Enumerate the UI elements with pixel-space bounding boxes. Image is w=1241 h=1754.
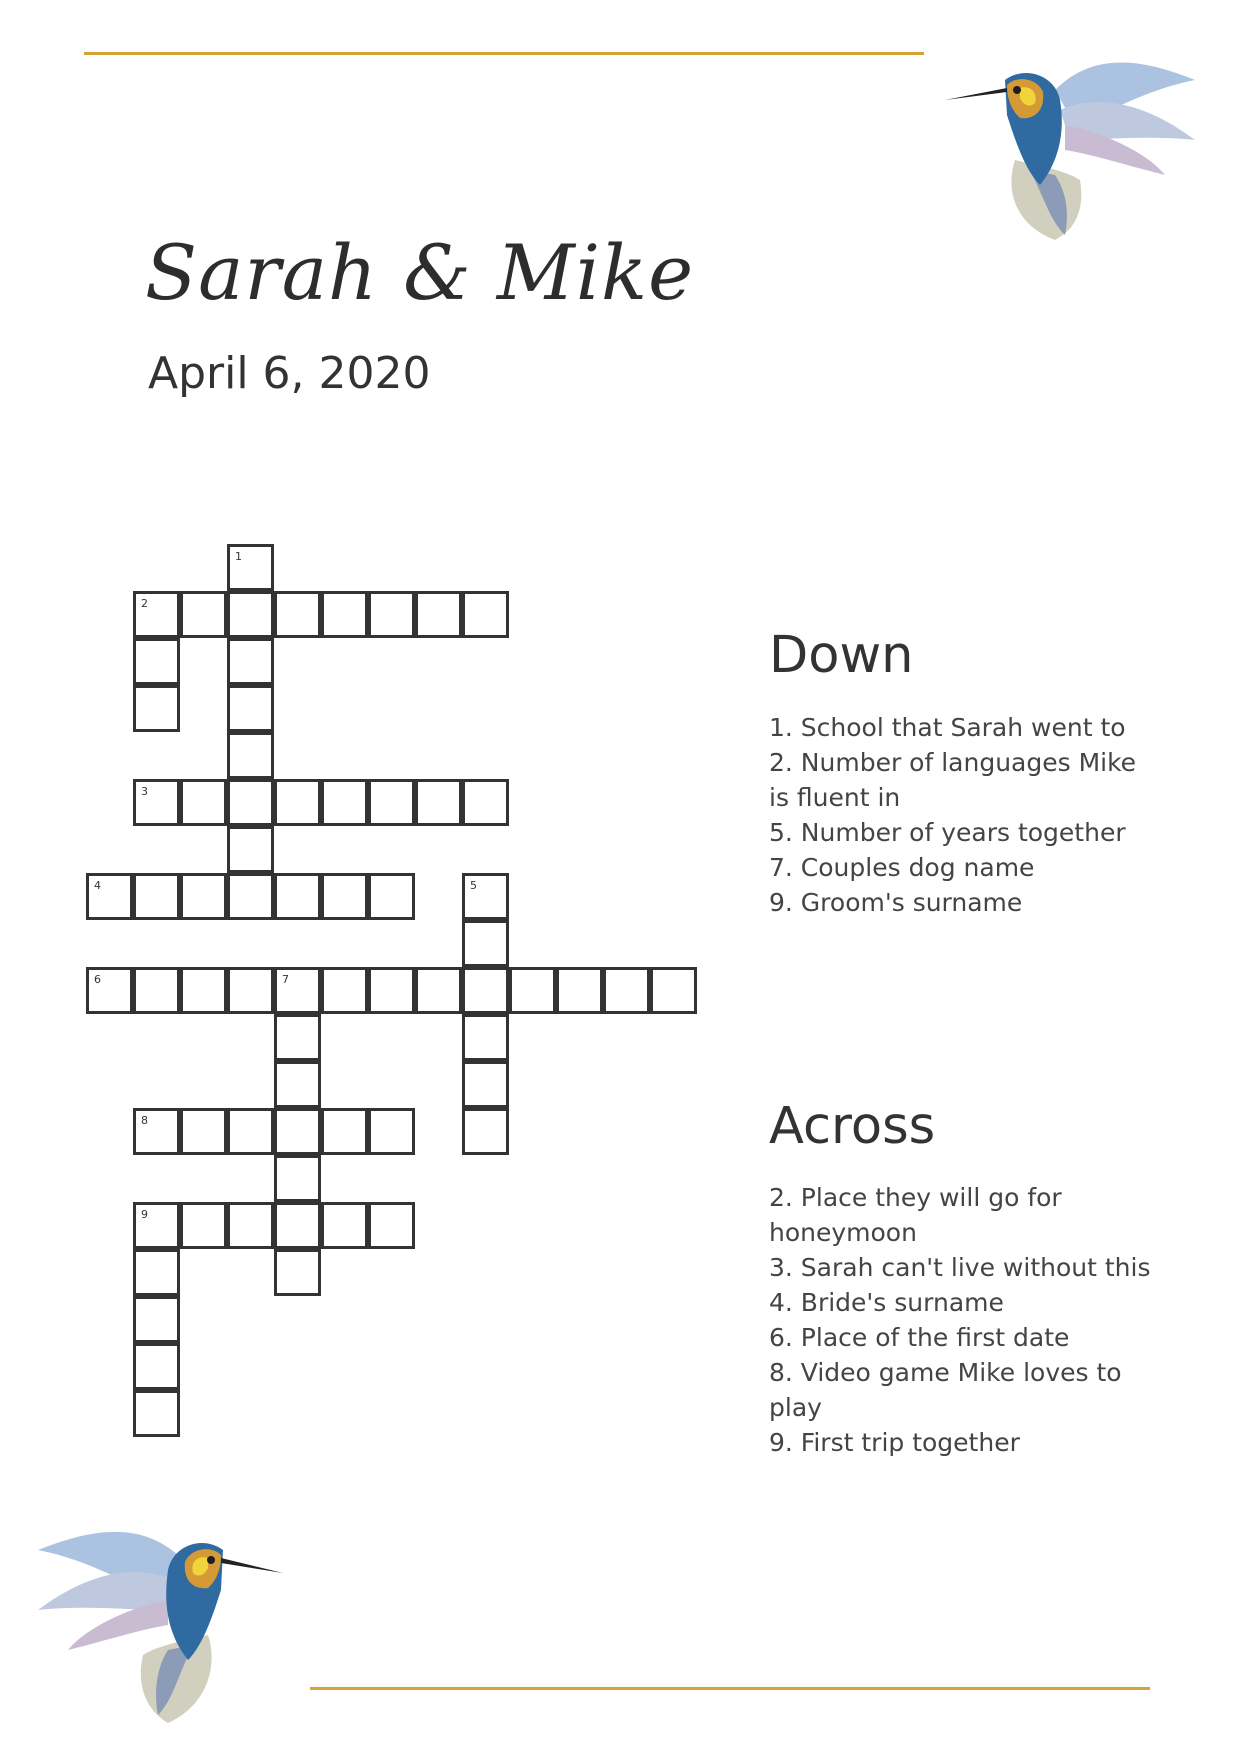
crossword-cell[interactable] <box>274 873 321 920</box>
crossword-cell[interactable] <box>227 544 274 591</box>
down-clue-2: 2. Number of languages Mike is fluent in <box>769 748 1137 812</box>
crossword-cell[interactable] <box>462 779 509 826</box>
crossword-cell[interactable] <box>462 1014 509 1061</box>
down-clues-heading: Down <box>769 626 914 685</box>
crossword-cell[interactable] <box>227 685 274 732</box>
crossword-cell[interactable] <box>462 591 509 638</box>
crossword-cell[interactable] <box>321 873 368 920</box>
crossword-cell[interactable] <box>274 779 321 826</box>
crossword-cell[interactable] <box>133 1108 180 1155</box>
crossword-cell[interactable] <box>227 732 274 779</box>
crossword-cell[interactable] <box>180 967 227 1014</box>
across-clue-2: 2. Place they will go for honeymoon <box>769 1183 1062 1247</box>
clue-number: 6 <box>94 973 101 986</box>
across-clues-list <box>769 1180 1159 1460</box>
wedding-date: April 6, 2020 <box>148 348 431 399</box>
crossword-cell[interactable] <box>86 873 133 920</box>
crossword-cell[interactable] <box>274 1202 321 1249</box>
crossword-cell[interactable] <box>509 967 556 1014</box>
crossword-cell[interactable] <box>133 685 180 732</box>
crossword-cell[interactable] <box>650 967 697 1014</box>
crossword-cell[interactable] <box>133 967 180 1014</box>
crossword-cell[interactable] <box>321 1202 368 1249</box>
crossword-cell[interactable] <box>415 591 462 638</box>
couple-names-title: Sarah & Mike <box>145 228 695 317</box>
crossword-cell[interactable] <box>321 591 368 638</box>
crossword-cell[interactable] <box>415 967 462 1014</box>
crossword-cell[interactable] <box>368 591 415 638</box>
crossword-cell[interactable] <box>180 591 227 638</box>
down-clue-9: 9. Groom's surname <box>769 888 1023 917</box>
crossword-cell[interactable] <box>227 1202 274 1249</box>
across-clue-9: 9. First trip together <box>769 1428 1020 1457</box>
crossword-cell[interactable] <box>227 826 274 873</box>
crossword-cell[interactable] <box>274 967 321 1014</box>
clue-number: 3 <box>141 785 148 798</box>
crossword-cell[interactable] <box>133 1390 180 1437</box>
bottom-divider-line <box>310 1687 1150 1690</box>
crossword-cell[interactable] <box>133 1296 180 1343</box>
crossword-cell[interactable] <box>462 873 509 920</box>
crossword-cell[interactable] <box>180 1202 227 1249</box>
crossword-cell[interactable] <box>368 1108 415 1155</box>
crossword-cell[interactable] <box>133 1202 180 1249</box>
across-clue-4: 4. Bride's surname <box>769 1288 1004 1317</box>
crossword-cell[interactable] <box>227 638 274 685</box>
crossword-cell[interactable] <box>274 1014 321 1061</box>
crossword-cell[interactable] <box>368 967 415 1014</box>
crossword-cell[interactable] <box>368 873 415 920</box>
crossword-cell[interactable] <box>603 967 650 1014</box>
down-clue-7: 7. Couples dog name <box>769 853 1035 882</box>
clue-number: 8 <box>141 1114 148 1127</box>
clue-number: 5 <box>470 879 477 892</box>
across-clue-6: 6. Place of the first date <box>769 1323 1070 1352</box>
crossword-cell[interactable] <box>368 1202 415 1249</box>
crossword-cell[interactable] <box>462 967 509 1014</box>
crossword-cell[interactable] <box>227 779 274 826</box>
crossword-cell[interactable] <box>462 1108 509 1155</box>
crossword-cell[interactable] <box>133 591 180 638</box>
crossword-cell[interactable] <box>86 967 133 1014</box>
crossword-cell[interactable] <box>227 591 274 638</box>
crossword-cell[interactable] <box>133 873 180 920</box>
crossword-cell[interactable] <box>462 1061 509 1108</box>
across-clue-8: 8. Video game Mike loves to play <box>769 1358 1122 1422</box>
clue-number: 9 <box>141 1208 148 1221</box>
crossword-cell[interactable] <box>321 1108 368 1155</box>
crossword-cell[interactable] <box>274 1155 321 1202</box>
crossword-grid <box>0 0 720 1460</box>
clue-number: 4 <box>94 879 101 892</box>
crossword-cell[interactable] <box>274 591 321 638</box>
clue-number: 2 <box>141 597 148 610</box>
crossword-cell[interactable] <box>227 1108 274 1155</box>
down-clue-1: 1. School that Sarah went to <box>769 713 1126 742</box>
crossword-cell[interactable] <box>274 1108 321 1155</box>
crossword-cell[interactable] <box>415 779 462 826</box>
crossword-cell[interactable] <box>180 1108 227 1155</box>
crossword-cell[interactable] <box>133 1343 180 1390</box>
crossword-cell[interactable] <box>133 1249 180 1296</box>
across-clues-heading: Across <box>769 1097 936 1156</box>
crossword-cell[interactable] <box>274 1249 321 1296</box>
crossword-cell[interactable] <box>274 1061 321 1108</box>
crossword-cell[interactable] <box>227 967 274 1014</box>
hummingbird-illustration <box>945 40 1205 250</box>
down-clues-list <box>769 710 1159 920</box>
hummingbird-illustration <box>28 1515 288 1730</box>
crossword-cell[interactable] <box>556 967 603 1014</box>
down-clue-5: 5. Number of years together <box>769 818 1126 847</box>
clue-number: 7 <box>282 973 289 986</box>
crossword-cell[interactable] <box>368 779 415 826</box>
crossword-cell[interactable] <box>133 779 180 826</box>
across-clue-3: 3. Sarah can't live without this <box>769 1253 1151 1282</box>
crossword-cell[interactable] <box>321 967 368 1014</box>
crossword-cell[interactable] <box>321 779 368 826</box>
clue-number: 1 <box>235 550 242 563</box>
crossword-cell[interactable] <box>180 873 227 920</box>
crossword-cell[interactable] <box>180 779 227 826</box>
crossword-cell[interactable] <box>227 873 274 920</box>
crossword-cell[interactable] <box>462 920 509 967</box>
crossword-cell[interactable] <box>133 638 180 685</box>
